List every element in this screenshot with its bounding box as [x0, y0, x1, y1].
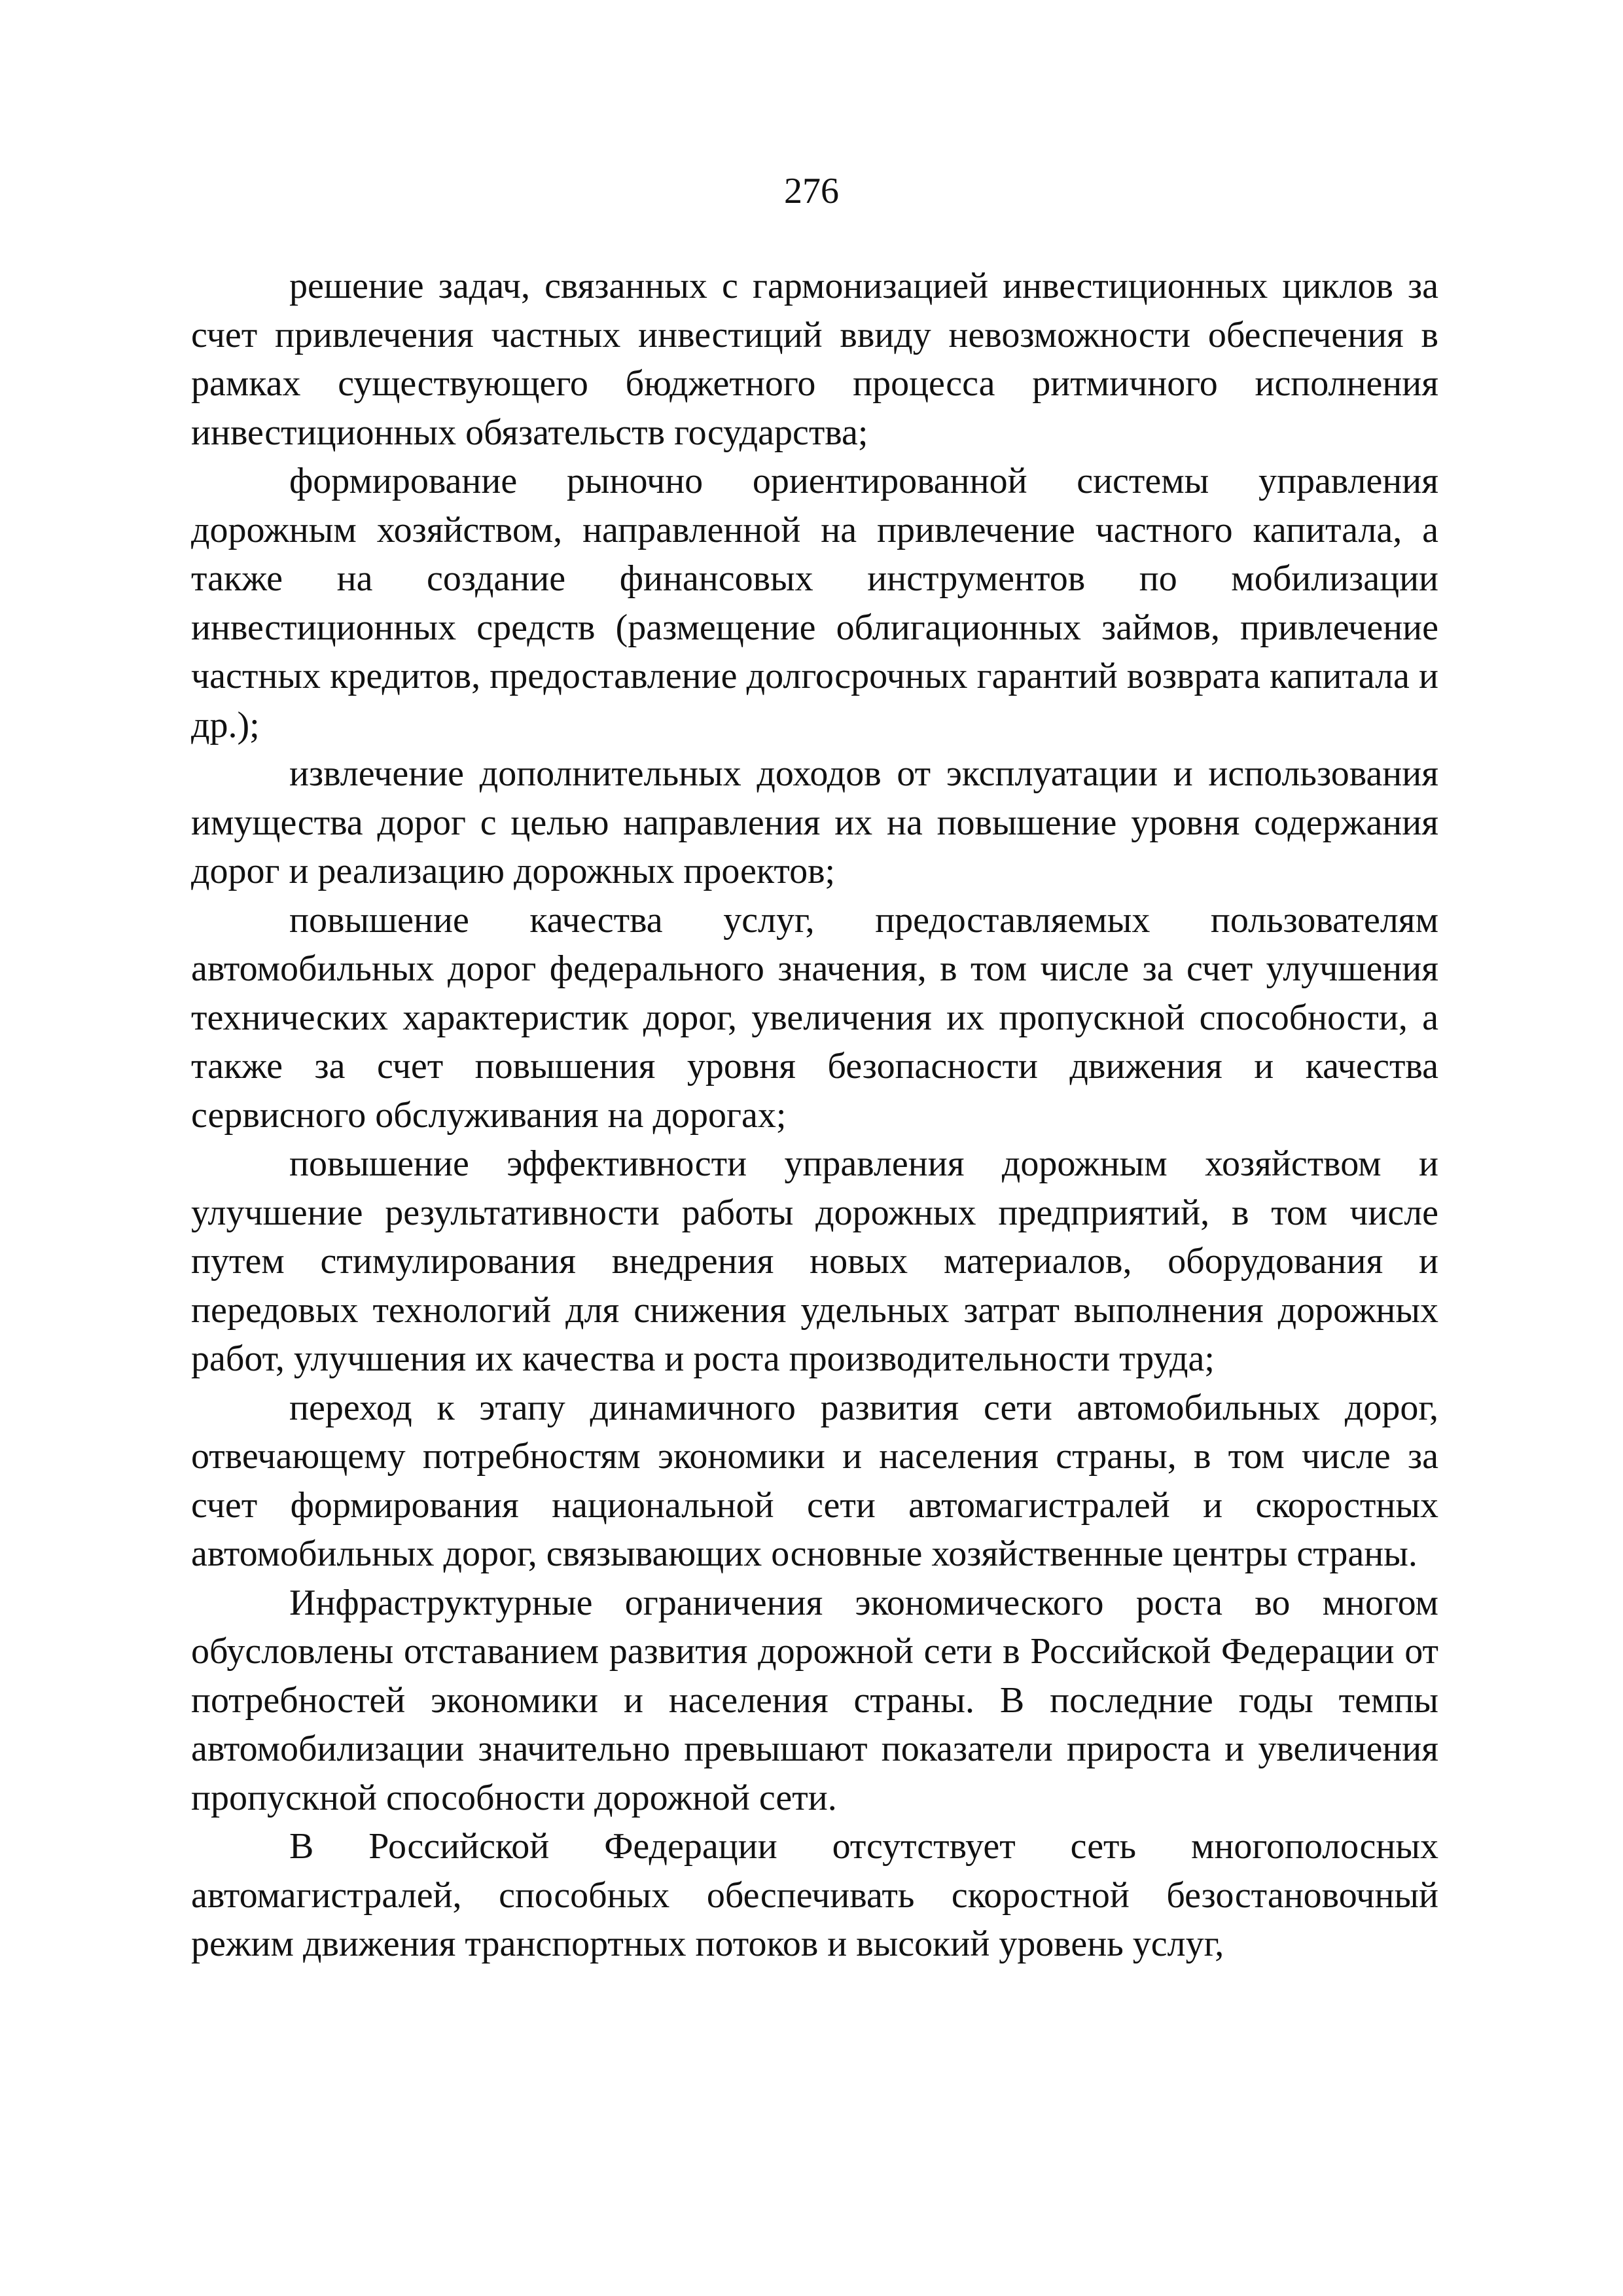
paragraph: Инфраструктурные ограничения экономического роста во многом обусловлены отставанием развития дорожной сети в Российской Федерации от потребностей экономики и населения страны. В последние годы темпы автомобилизации значительно превышают показатели прироста и увеличения пропускной способности дорожной сети.	[191, 1582, 1438, 1818]
paragraph: извлечение дополнительных доходов от эксплуатации и использования имущества дорог с целью направления их на повышение уровня содержания дорог и реализацию дорожных проектов;	[191, 753, 1438, 891]
paragraph: повышение эффективности управления дорожным хозяйством и улучшение результативности работы дорожных предприятий, в том числе путем стимулирования внедрения новых материалов, оборудования и передовых технологий для снижения удельных затрат выполнения дорожных работ, улучшения их качества и роста производительности труда;	[191, 1143, 1438, 1379]
paragraph: формирование рыночно ориентированной системы управления дорожным хозяйством, направленной на привлечение частного капитала, а также на создание финансовых инструментов по мобилизации инвестиционных средств (размещение облигационных займов, привлечение частных кредитов, предоставление долгосрочных гарантий возврата капитала и др.);	[191, 461, 1438, 745]
paragraph: В Российской Федерации отсутствует сеть многополосных автомагистралей, способных обеспечивать скоростной безостановочный режим движения транспортных потоков и высокий уровень услуг,	[191, 1826, 1438, 1964]
paragraph: повышение качества услуг, предоставляемых пользователям автомобильных дорог федерального значения, в том числе за счет улучшения технических характеристик дорог, увеличения их пропускной способности, а также за счет повышения уровня безопасности движения и качества сервисного обслуживания на дорогах;	[191, 899, 1438, 1136]
paragraph: переход к этапу динамичного развития сети автомобильных дорог, отвечающему потребностям экономики и населения страны, в том числе за счет формирования национальной сети автомагистралей и скоростных автомобильных дорог, связывающих основные хозяйственные центры страны.	[191, 1387, 1438, 1574]
paragraph: решение задач, связанных с гармонизацией инвестиционных циклов за счет привлечения частных инвестиций ввиду невозможности обеспечения в рамках существующего бюджетного процесса ритмичного исполнения инвестиционных обязательств государства;	[191, 266, 1438, 453]
body-text	[191, 262, 1438, 1969]
page-number: 276	[784, 171, 839, 211]
